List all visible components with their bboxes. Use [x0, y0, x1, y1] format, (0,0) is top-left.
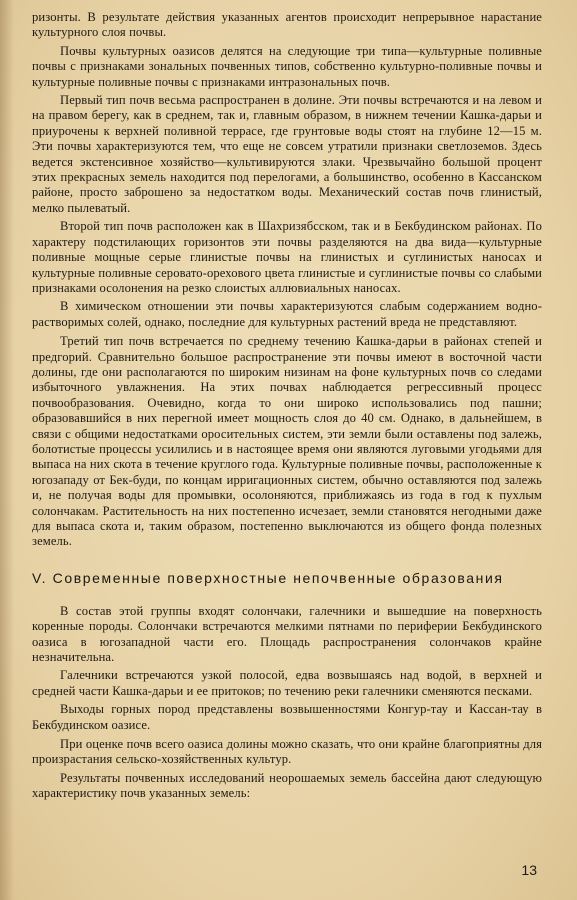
page-edge-shadow	[0, 0, 14, 900]
paragraph-continuation: ризонты. В результате действия указанных агентов происходит непрерывное нарастание культурного слоя почвы.	[32, 10, 542, 40]
paragraph-pebbles: Галечники встречаются узкой полосой, едва возвышаясь над водой, в верхней и средней части Кашка-дарьи и ее притоков; по течению реки галечники сменяются песками.	[32, 668, 542, 698]
paragraph-assessment: При оценке почв всего оазиса долины можно сказать, что они крайне благоприятны для произрастания сельско-хозяйственных культур.	[32, 737, 542, 767]
paragraph-group-composition: В состав этой группы входят солончаки, галечники и вышедшие на поверхность коренные породы. Солончаки встречаются мелкими пятнами по периферии Бекбудинского оазиса в югозападной части его. Площадь распространения солончаков крайне незначительна.	[32, 603, 542, 665]
paragraph-oasis-soil-types: Почвы культурных оазисов делятся на следующие три типа—культурные поливные почвы с признаками зональных почвенных типов, собственно культурно-поливные почвы и культурные поливные почвы с признаками интразональных почв.	[32, 43, 542, 89]
paragraph-results: Результаты почвенных исследований неорошаемых земель бассейна дают следующую характеристику почв указанных земель:	[32, 770, 542, 801]
paragraph-third-type: Третий тип почв встречается по среднему течению Кашка-дарьи в районах степей и предгорий. Сравнительно большое распространение эти почвы имеют в восточной части долины, где они располагаются по широким низинам на фоне культурных почв со следами избыточного увлажнения. На этих почвах наблюдается регрессивный процесс почвообразования. Очевидно, когда то они широко использовались под пашни; образовавшийся в них перегной имеет мощность слоя до 40 см. Однако, в дальнейшем, в связи с общими недостатками оросительных систем, эти земли были оставлены под залежь, болотистые процессы усилились и в настоящее время они являются луговыми угодьями для выпаса на них скота в течение круглого года. Культурные поливные почвы, расположенные к югозападу от Бек-буди, по концам ирригационных систем, обычно оставляются под залежь и, не получая воды для промывки, осолоняются, приближаясь из года в год к пухлым солончакам. Растительность на них постепенно исчезает, земли становятся негодными даже для выпаса скота и, таким образом, постепенно выключаются из общего фонда полезных земель.	[32, 334, 542, 549]
paragraph-chemical: В химическом отношении эти почвы характеризуются слабым содержанием водно-растворимых солей, однако, последние для культурных растений вреда не представляют.	[32, 299, 542, 329]
page-number: 13	[521, 862, 537, 878]
paragraph-second-type: Второй тип почв расположен как в Шахризябсском, так и в Бекбудинском районах. По характеру подстилающих горизонтов эти почвы разделяются на два вида—культурные поливные мощные серые глинистые почвы на глинистых и суглинистых наносах и культурные поливные серовато-орехового цвета глинистые и суглинистые почвы со слабыми признаками осолонения на резко слоистых аллювиальных наносах.	[32, 219, 542, 295]
section-title: V. Современные поверхностные непочвенные образования	[32, 569, 504, 586]
paragraph-first-type: Первый тип почв весьма распространен в долине. Эти почвы встречаются и на левом и на правом берегу, как в среднем, так и, главным образом, в нижнем течении Кашка-дарьи и приурочены к верхней поливной террасе, где грунтовые воды стоят на глубине 12—15 м. Эти почвы характеризуются тем, что еще не совсем утратили признаки светлоземов. Здесь ведется экстенсивное хозяйство—культивируются злаки. Чрезвычайно большой процент этих прекрасных земель находится под перелогами, а большинство, особенно в Кассанском районе, просто заброшено за недостатком воды. Механический состав почв глинистый, мелко пылеватый.	[32, 93, 542, 215]
paragraph-rock-outcrops: Выходы горных пород представлены возвышенностями Конгур-тау и Кассан-тау в Бекбудинском оазисе.	[32, 702, 542, 732]
document-page	[32, 10, 542, 802]
